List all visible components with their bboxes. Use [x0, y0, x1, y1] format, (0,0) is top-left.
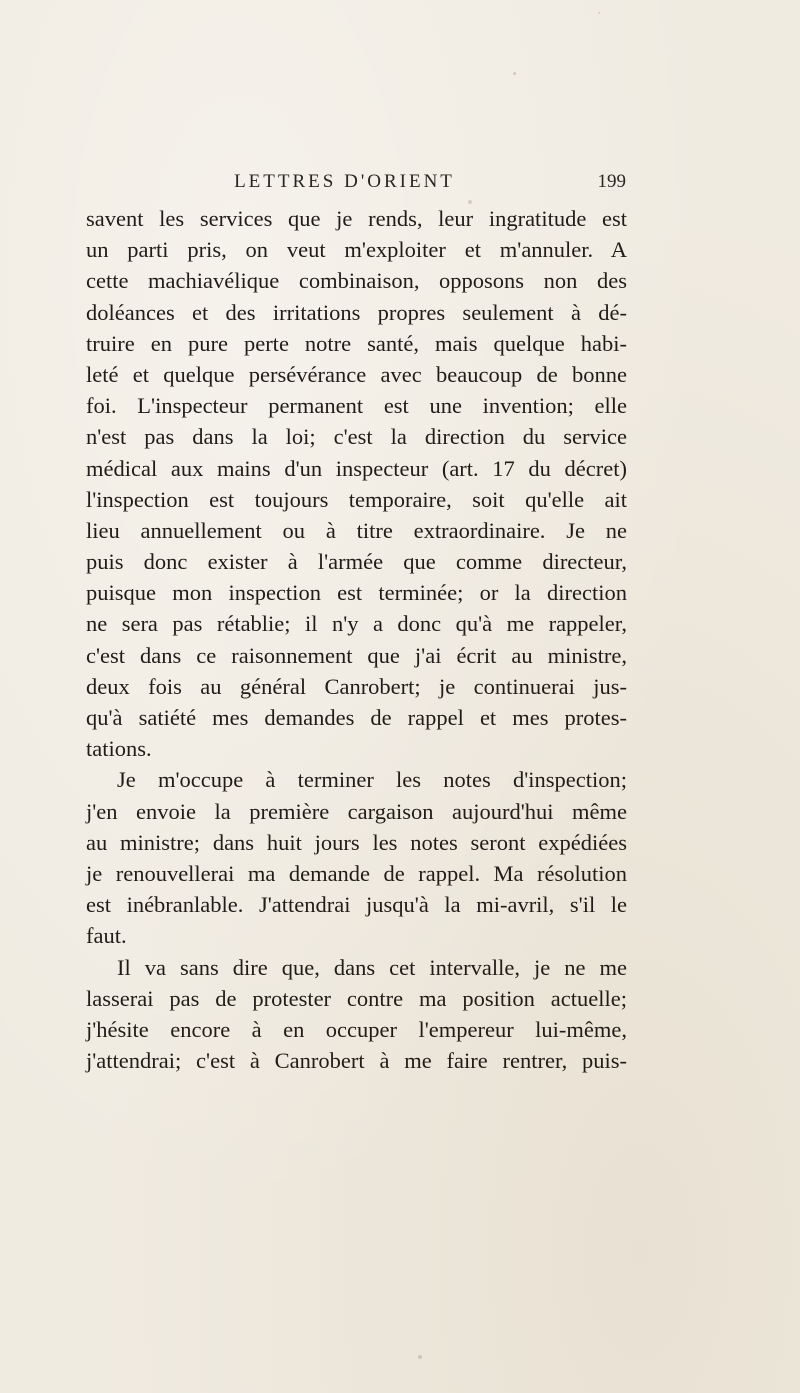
- text-line: au ministre; dans huit jours les notes seront expédiées: [86, 829, 627, 855]
- paper-speck: [513, 72, 516, 75]
- text-line: cette machiavélique combinaison, opposons non des: [86, 268, 627, 294]
- text-line: faut.: [86, 923, 127, 949]
- paper-speck: [598, 12, 600, 14]
- running-title: LETTRES D'ORIENT: [234, 171, 455, 192]
- text-line: Il va sans dire que, dans cet intervalle, je ne me: [117, 954, 627, 980]
- text-line: médical aux mains d'un inspecteur (art. 17 du décret): [86, 455, 627, 481]
- page-header: [86, 171, 626, 195]
- paper-speck: [468, 200, 472, 204]
- text-line: j'hésite encore à en occuper l'empereur lui-même,: [86, 1016, 627, 1042]
- text-line: tations.: [86, 736, 152, 762]
- text-line: puisque mon inspection est terminée; or la direction: [86, 580, 627, 606]
- text-line: j'en envoie la première cargaison aujourd'hui même: [86, 798, 627, 824]
- text-line: j'attendrai; c'est à Canrobert à me faire rentrer, puis-: [86, 1048, 627, 1074]
- text-line: truire en pure perte notre santé, mais quelque habi-: [86, 330, 627, 356]
- text-line: puis donc exister à l'armée que comme directeur,: [86, 549, 627, 575]
- text-line: foi. L'inspecteur permanent est une invention; elle: [86, 393, 627, 419]
- text-line: Je m'occupe à terminer les notes d'inspection;: [117, 767, 627, 793]
- text-line: un parti pris, on veut m'exploiter et m'annuler. A: [86, 237, 627, 263]
- text-line: lieu annuellement ou à titre extraordinaire. Je ne: [86, 517, 627, 543]
- text-line: ne sera pas rétablie; il n'y a donc qu'à me rappeler,: [86, 611, 627, 637]
- body-text: [86, 203, 627, 1076]
- text-line: l'inspection est toujours temporaire, soit qu'elle ait: [86, 486, 627, 512]
- text-line: je renouvellerai ma demande de rappel. Ma résolution: [86, 860, 627, 886]
- text-line: savent les services que je rends, leur ingratitude est: [86, 206, 627, 231]
- text-line: c'est dans ce raisonnement que j'ai écrit au ministre,: [86, 642, 627, 668]
- text-line: deux fois au général Canrobert; je continuerai jus-: [86, 673, 627, 699]
- text-line: qu'à satiété mes demandes de rappel et mes protes-: [86, 705, 627, 730]
- page-number: 199: [597, 171, 626, 192]
- text-line: est inébranlable. J'attendrai jusqu'à la mi-avril, s'il le: [86, 892, 627, 918]
- text-line: lasserai pas de protester contre ma position actuelle;: [86, 985, 627, 1011]
- text-line: leté et quelque persévérance avec beaucoup de bonne: [86, 361, 627, 387]
- text-line: n'est pas dans la loi; c'est la direction du service: [86, 424, 627, 450]
- text-line: doléances et des irritations propres seulement à dé-: [86, 299, 627, 325]
- paper-speck: [418, 1355, 422, 1359]
